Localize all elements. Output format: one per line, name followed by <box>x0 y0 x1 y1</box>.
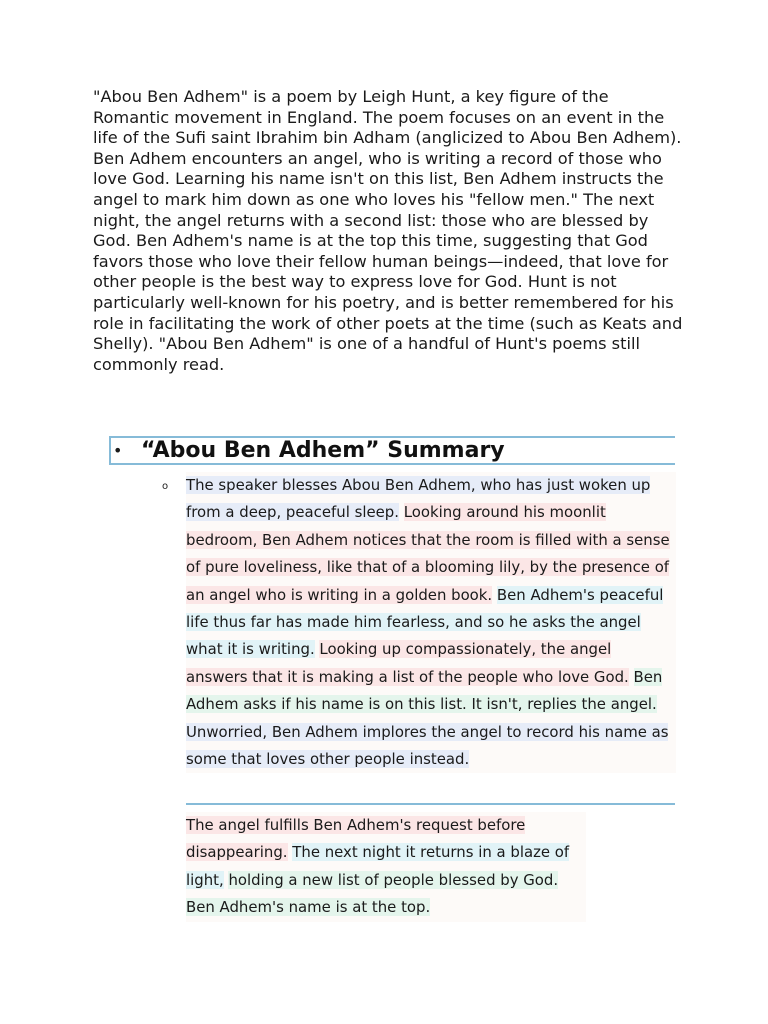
summary-paragraph-1 <box>186 472 676 773</box>
summary-sentence: holding a new list of people blessed by God. Ben Adhem's name is at the top. <box>186 870 559 917</box>
summary-sentence: Unworried, Ben Adhem implores the angel to record his name as some that loves other people instead. <box>186 722 669 769</box>
summary-sentence: The angel fulfills Ben Adhem's request before disappearing. <box>186 816 526 862</box>
summary-sentence: The speaker blesses Abou Ben Adhem, who has just woken up from a deep, peaceful sleep. <box>186 476 651 522</box>
summary-heading: “Abou Ben Adhem” Summary <box>141 438 505 463</box>
intro-paragraph: "Abou Ben Adhem" is a poem by Leigh Hunt, a key figure of the Romantic movement in England. The poem focuses on an event in the life of the Sufi saint Ibrahim bin Adham (anglicized to Abou Ben Adhem). Ben Adhem encounters an angel, who is writing a record of those who love God. Learning his name isn't on this list, Ben Adhem instructs the angel to mark him down as one who loves his "fellow men." The next night, the angel returns with a second list: those who are blessed by God. Ben Adhem's name is at the top this time, suggesting that God favors those who love their fellow human beings—indeed, that love for other people is the best way to express love for God. Hunt is not particularly well-known for his poetry, and is better remembered for his role in facilitating the work of other poets at the time (such as Keats and Shelly). "Abou Ben Adhem" is one of a handful of Hunt's poems still commonly read. <box>93 87 683 374</box>
sub-bullet-icon: o <box>162 481 169 492</box>
summary-sentence: Ben Adhem asks if his name is on this list. It isn't, replies the angel. <box>186 667 663 714</box>
summary-gap <box>399 503 404 521</box>
summary-sentence: The next night it returns in a blaze of light, <box>186 843 570 889</box>
summary-gap <box>629 668 634 686</box>
summary-sentence: Looking around his moonlit bedroom, Ben Adhem notices that the room is filled with a sense of pure loveliness, like that of a blooming lily, by the presence of an angel who is writing in a golden book. <box>186 503 670 604</box>
section-divider <box>186 803 675 805</box>
summary-sentence: Looking up compassionately, the angel answers that it is making a list of the people who love God. <box>186 640 629 686</box>
summary-sentence: Ben Adhem's peaceful life thus far has made him fearless, and so he asks the angel what it is writing. <box>186 585 664 659</box>
heading-bullet-icon: • <box>113 441 123 460</box>
summary-paragraph-2 <box>186 812 586 922</box>
